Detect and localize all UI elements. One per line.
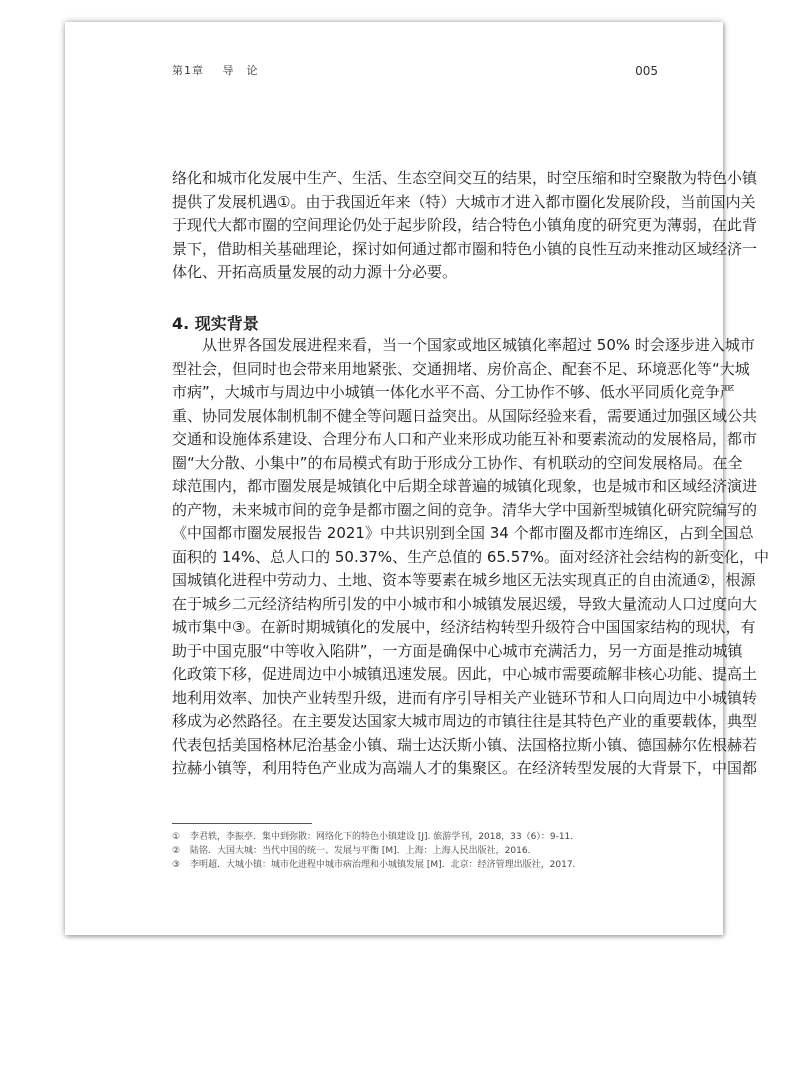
footnote-divider — [172, 823, 312, 824]
footnote — [172, 859, 692, 872]
text-line: 交通和设施体系建设、合理分布人口和产业来形成功能互补和要素流动的发展格局，都市 — [172, 430, 758, 448]
paragraph-2 — [172, 334, 770, 781]
footnote-text: 李明超．大城小镇：城市化进程中城市病治理和小城镇发展 [M]．北京：经济管理出版社，2017. — [190, 860, 576, 870]
footnote-number: ③ — [172, 860, 181, 870]
text-line: 景下，借助相关基础理论，探讨如何通过都市圈和特色小镇的良性互动来推动区域经济一 — [172, 239, 758, 258]
text-line: 移成为必然路径。在主要发达国家大城市周边的市镇往往是其特色产业的重要载体，典型 — [172, 712, 758, 730]
footnote-text: 陆铭．大国大城：当代中国的统一、发展与平衡 [M]．上海：上海人民出版社，2016. — [190, 846, 531, 856]
text-line: 城市集中③。在新时期城镇化的发展中，经济结构转型升级符合中国国家结构的现状，有 — [172, 618, 756, 636]
text-line: 在于城乡二元经济结构所引发的中小城市和小城镇发展迟缓，导致大量流动人口过度向大 — [172, 594, 758, 613]
text-line: 体化、开拓高质量发展的动力源十分必要。 — [172, 263, 458, 281]
book-page — [65, 22, 770, 935]
text-line: 《中国都市圈发展报告 2021》中共识别到全国 34 个都市圈及都市连绵区，占到全国总 — [172, 524, 754, 542]
text-line: 重、协同发展体制机制不健全等问题日益突出。从国际经验来看，需要通过加强区域公共 — [172, 406, 758, 425]
text-line: 于现代大都市圈的空间理论仍处于起步阶段，结合特色小镇角度的研究更为薄弱，在此背 — [172, 216, 758, 234]
footnote-text: 李君轶，李振亭．集中到弥散：网络化下的特色小镇建设 [J]. 旅游学刊，2018，33（6）：9-11. — [190, 832, 574, 842]
text-line: 圈“大分散、小集中”的布局模式有助于形成分工协作、有机联动的空间发展格局。在全 — [172, 453, 743, 472]
footnote — [172, 831, 692, 844]
footnote — [172, 845, 692, 858]
text-line: 助于中国克服“中等收入陷阱”，一方面是确保中心城市充满活力，另一方面是推动城镇 — [172, 641, 743, 660]
section-heading: 4. 现实背景 — [172, 314, 259, 333]
footnote-number: ② — [172, 846, 181, 856]
text-line: 面积的 14%、总人口的 50.37%、生产总值的 65.57%。面对经济社会结构的新变化，中 — [172, 547, 770, 566]
paragraph-1 — [172, 167, 758, 285]
text-line: 拉赫小镇等，利用特色产业成为高端人才的集聚区。在经济转型发展的大背景下，中国都 — [172, 759, 758, 777]
text-line: 络化和城市化发展中生产、生活、生态空间交互的结果，时空压缩和时空聚散为特色小镇 — [172, 169, 758, 187]
chapter-title: 导 论 — [222, 64, 259, 77]
running-header — [172, 64, 273, 78]
text-line: 提供了发展机遇①。由于我国近年来（特）大城市才进入都市圈化发展阶段，当前国内关 — [172, 192, 756, 211]
chapter-label: 第1章 — [172, 64, 204, 77]
text-line: 市病”，大城市与周边中小城镇一体化水平不高、分工协作不够、低水平同质化竞争严 — [172, 383, 735, 401]
text-line: 从世界各国发展进程来看，当一个国家或地区城镇化率超过 50% 时会逐步进入城市 — [202, 336, 755, 354]
text-line: 代表包括美国格林尼治基金小镇、瑞士达沃斯小镇、法国格拉斯小镇、德国赫尔佐根赫若 — [172, 735, 758, 754]
footnote-number: ① — [172, 832, 181, 842]
text-line: 的产物，未来城市间的竞争是都市圈之间的竞争。清华大学中国新型城镇化研究院编写的 — [172, 500, 758, 519]
text-line: 球范围内，都市圈发展是城镇化中后期全球普遍的城镇化现象，也是城市和区域经济演进 — [172, 477, 758, 495]
text-line: 化政策下移，促进周边中小城镇迅速发展。因此，中心城市需要疏解非核心功能、提高土 — [172, 665, 758, 683]
page-number: 005 — [635, 64, 658, 78]
text-line: 型社会，但同时也会带来用地紧张、交通拥堵、房价高企、配套不足、环境恶化等“大城 — [172, 359, 750, 378]
text-line: 国城镇化进程中劳动力、土地、资本等要素在城乡地区无法实现真正的自由流通②，根源 — [172, 571, 756, 589]
text-line: 地利用效率、加快产业转型升级，进而有序引导相关产业链环节和人口向周边中小城镇转 — [172, 688, 758, 707]
